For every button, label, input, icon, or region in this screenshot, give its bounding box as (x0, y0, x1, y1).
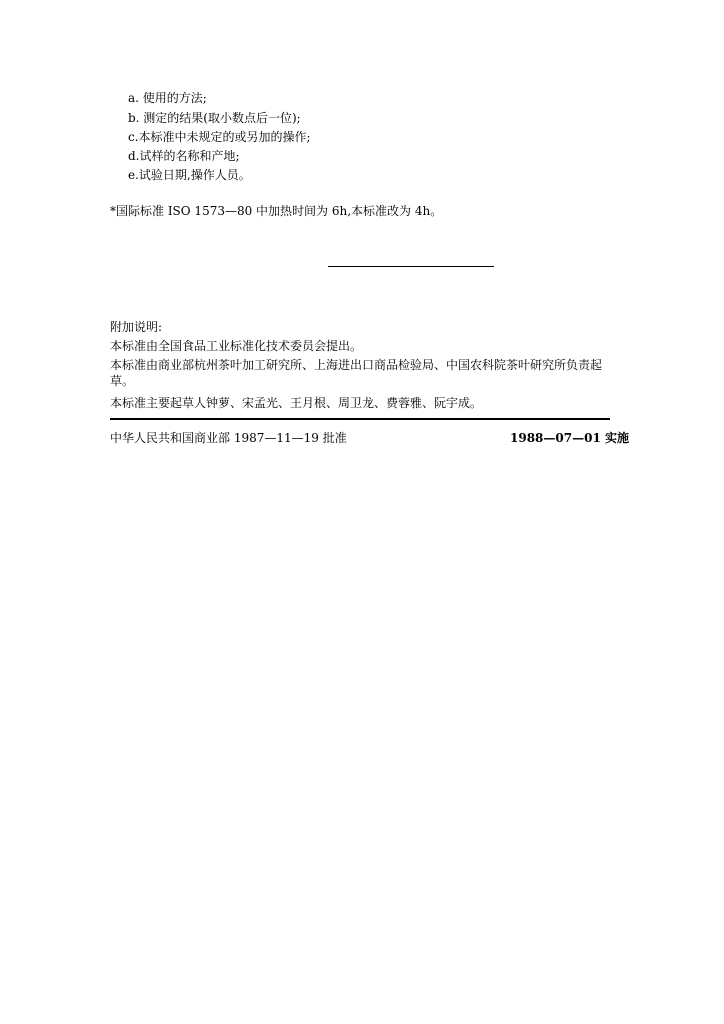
report-item-d: d.试样的名称和产地; (128, 149, 240, 163)
footer-rule (110, 418, 610, 420)
appendix-proposed-by: 本标准由全国食品工业标准化技术委员会提出。 (110, 339, 363, 353)
footnote: *国际标准 ISO 1573—80 中加热时间为 6h,本标准改为 4h。 (110, 204, 443, 218)
section-divider (328, 266, 494, 267)
report-item-e: e.试验日期,操作人员。 (128, 168, 251, 182)
report-item-b: b. 测定的结果(取小数点后一位); (128, 111, 301, 125)
appendix-heading: 附加说明: (110, 320, 163, 334)
appendix-drafting-organizations: 本标准由商业部杭州茶叶加工研究所、上海进出口商品检验局、中国农科院茶叶研究所负责起草。 (110, 358, 603, 388)
report-item-c: c.本标准中未规定的或另加的操作; (128, 130, 311, 144)
approval-date: 中华人民共和国商业部 1987—11—19 批准 (110, 431, 347, 445)
implementation-date: 1988—07—01 实施 (510, 431, 629, 445)
appendix-drafters: 本标准主要起草人钟萝、宋孟光、王月根、周卫龙、费蓉雅、阮宇成。 (110, 396, 483, 410)
report-item-a: a. 使用的方法; (128, 91, 207, 105)
